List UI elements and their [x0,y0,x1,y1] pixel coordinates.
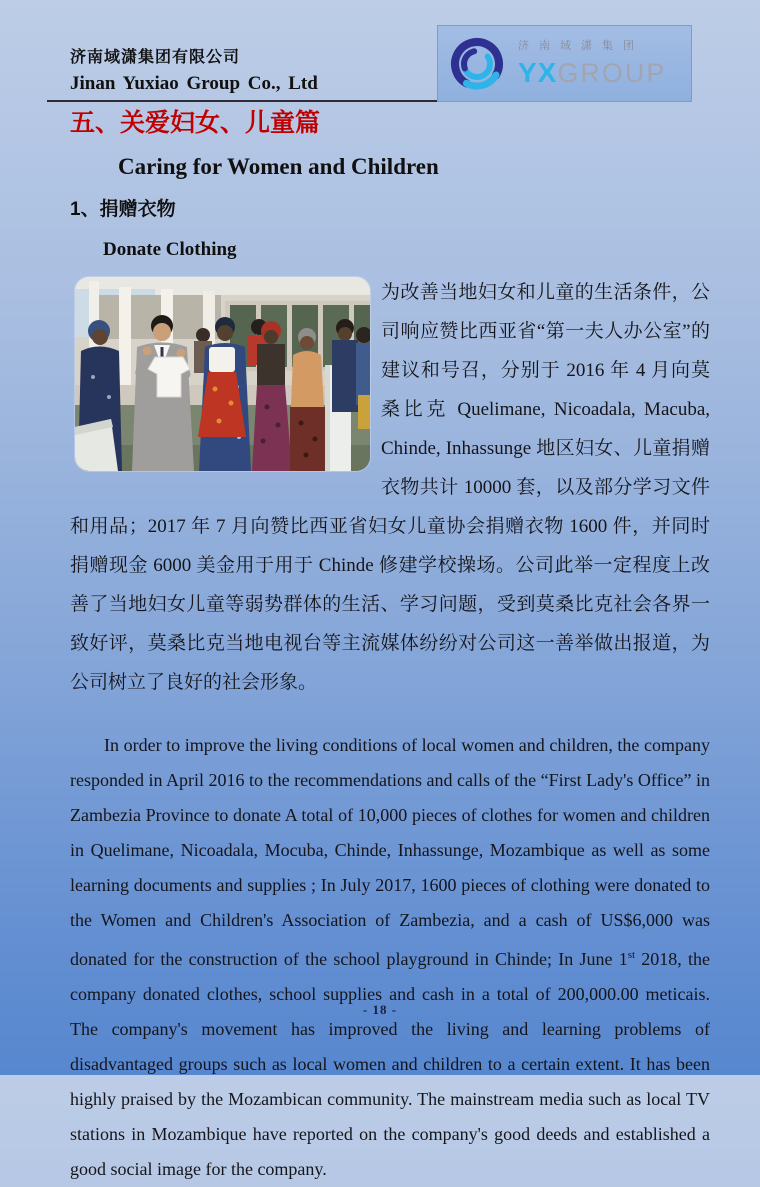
ordinal-superscript: st [627,949,636,961]
logo-swirl-icon [444,31,510,97]
section-title-zh: 五、关爱妇女、儿童篇 [70,109,321,137]
subsection-title-en: Donate Clothing [103,239,237,260]
subsection-title-zh: 1、捐赠衣物 [70,199,176,220]
page-number: - 18 - [362,1002,398,1017]
company-name-zh: 济南域潇集团有限公司 [70,49,241,66]
logo-company-zh: 济南域潇集团 [518,39,644,52]
donation-photo-image [75,277,370,471]
section-title-en: Caring for Women and Children [118,154,439,179]
company-name-en: Jinan Yuxiao Group Co., Ltd [70,73,318,94]
paragraph-en [70,728,710,1187]
paragraph-en-text-2: 2018, the company donated clothes, school supplies and cash in a total of 200,000.00 meticais. The company's movement has improved the living and learning problems of disadvantaged groups such as local women and children to a certain extent. It has been highly praised by the Mozambican community. The mainstream media such as local TV stations in Mozambique have reported on the company's good deeds and established a good social image for the company. [70,949,711,1179]
logo-text [518,41,666,87]
logo-group-word: GROUP [557,57,667,88]
logo-yx-mark: YX [518,56,558,88]
paragraph-zh [70,273,710,702]
paragraph-en-text-1: In order to improve the living conditions of local women and children, the company responded in April 2016 to the recommendations and calls of the “First Lady's Office” in Zambezia Province to donate A total of 10,000 pieces of clothes for women and children in Quelimane, Nicoadala, Mocuba, Chinde, Inhassunge, Mozambique as well as some learning documents and supplies ; In July 2017, 1600 pieces of clothing were donated to the Women and Children's Association of Zambezia, and a cash of US$6,000 was donated for the construction of the school playground in Chinde; In June 1 [70,735,710,969]
company-logo [437,25,692,102]
donation-photo [75,277,370,471]
paragraph-zh-text: 为改善当地妇女和儿童的生活条件，公司响应赞比西亚省“第一夫人办公室”的建议和号召，分别于 2016 年 4 月向莫桑比克 Quelimane, Nicoadala, Macuba, Chinde, Inhassunge 地区妇女、儿童捐赠衣物共计 10000 套，以及部分学习文件和用品；2017 年 7 月向赞比西亚省妇女儿童协会捐赠衣物 1600 件，并同时捐赠现金 6000 美金用于用于 Chinde 修建学校操场。公司此举一定程度上改善了当地妇女儿童等弱势群体的生活、学习问题，受到莫桑比克社会各界一致好评，莫桑比克当地电视台等主流媒体纷纷对公司这一善举做出报道，为公司树立了良好的社会形象。 [70,282,710,693]
